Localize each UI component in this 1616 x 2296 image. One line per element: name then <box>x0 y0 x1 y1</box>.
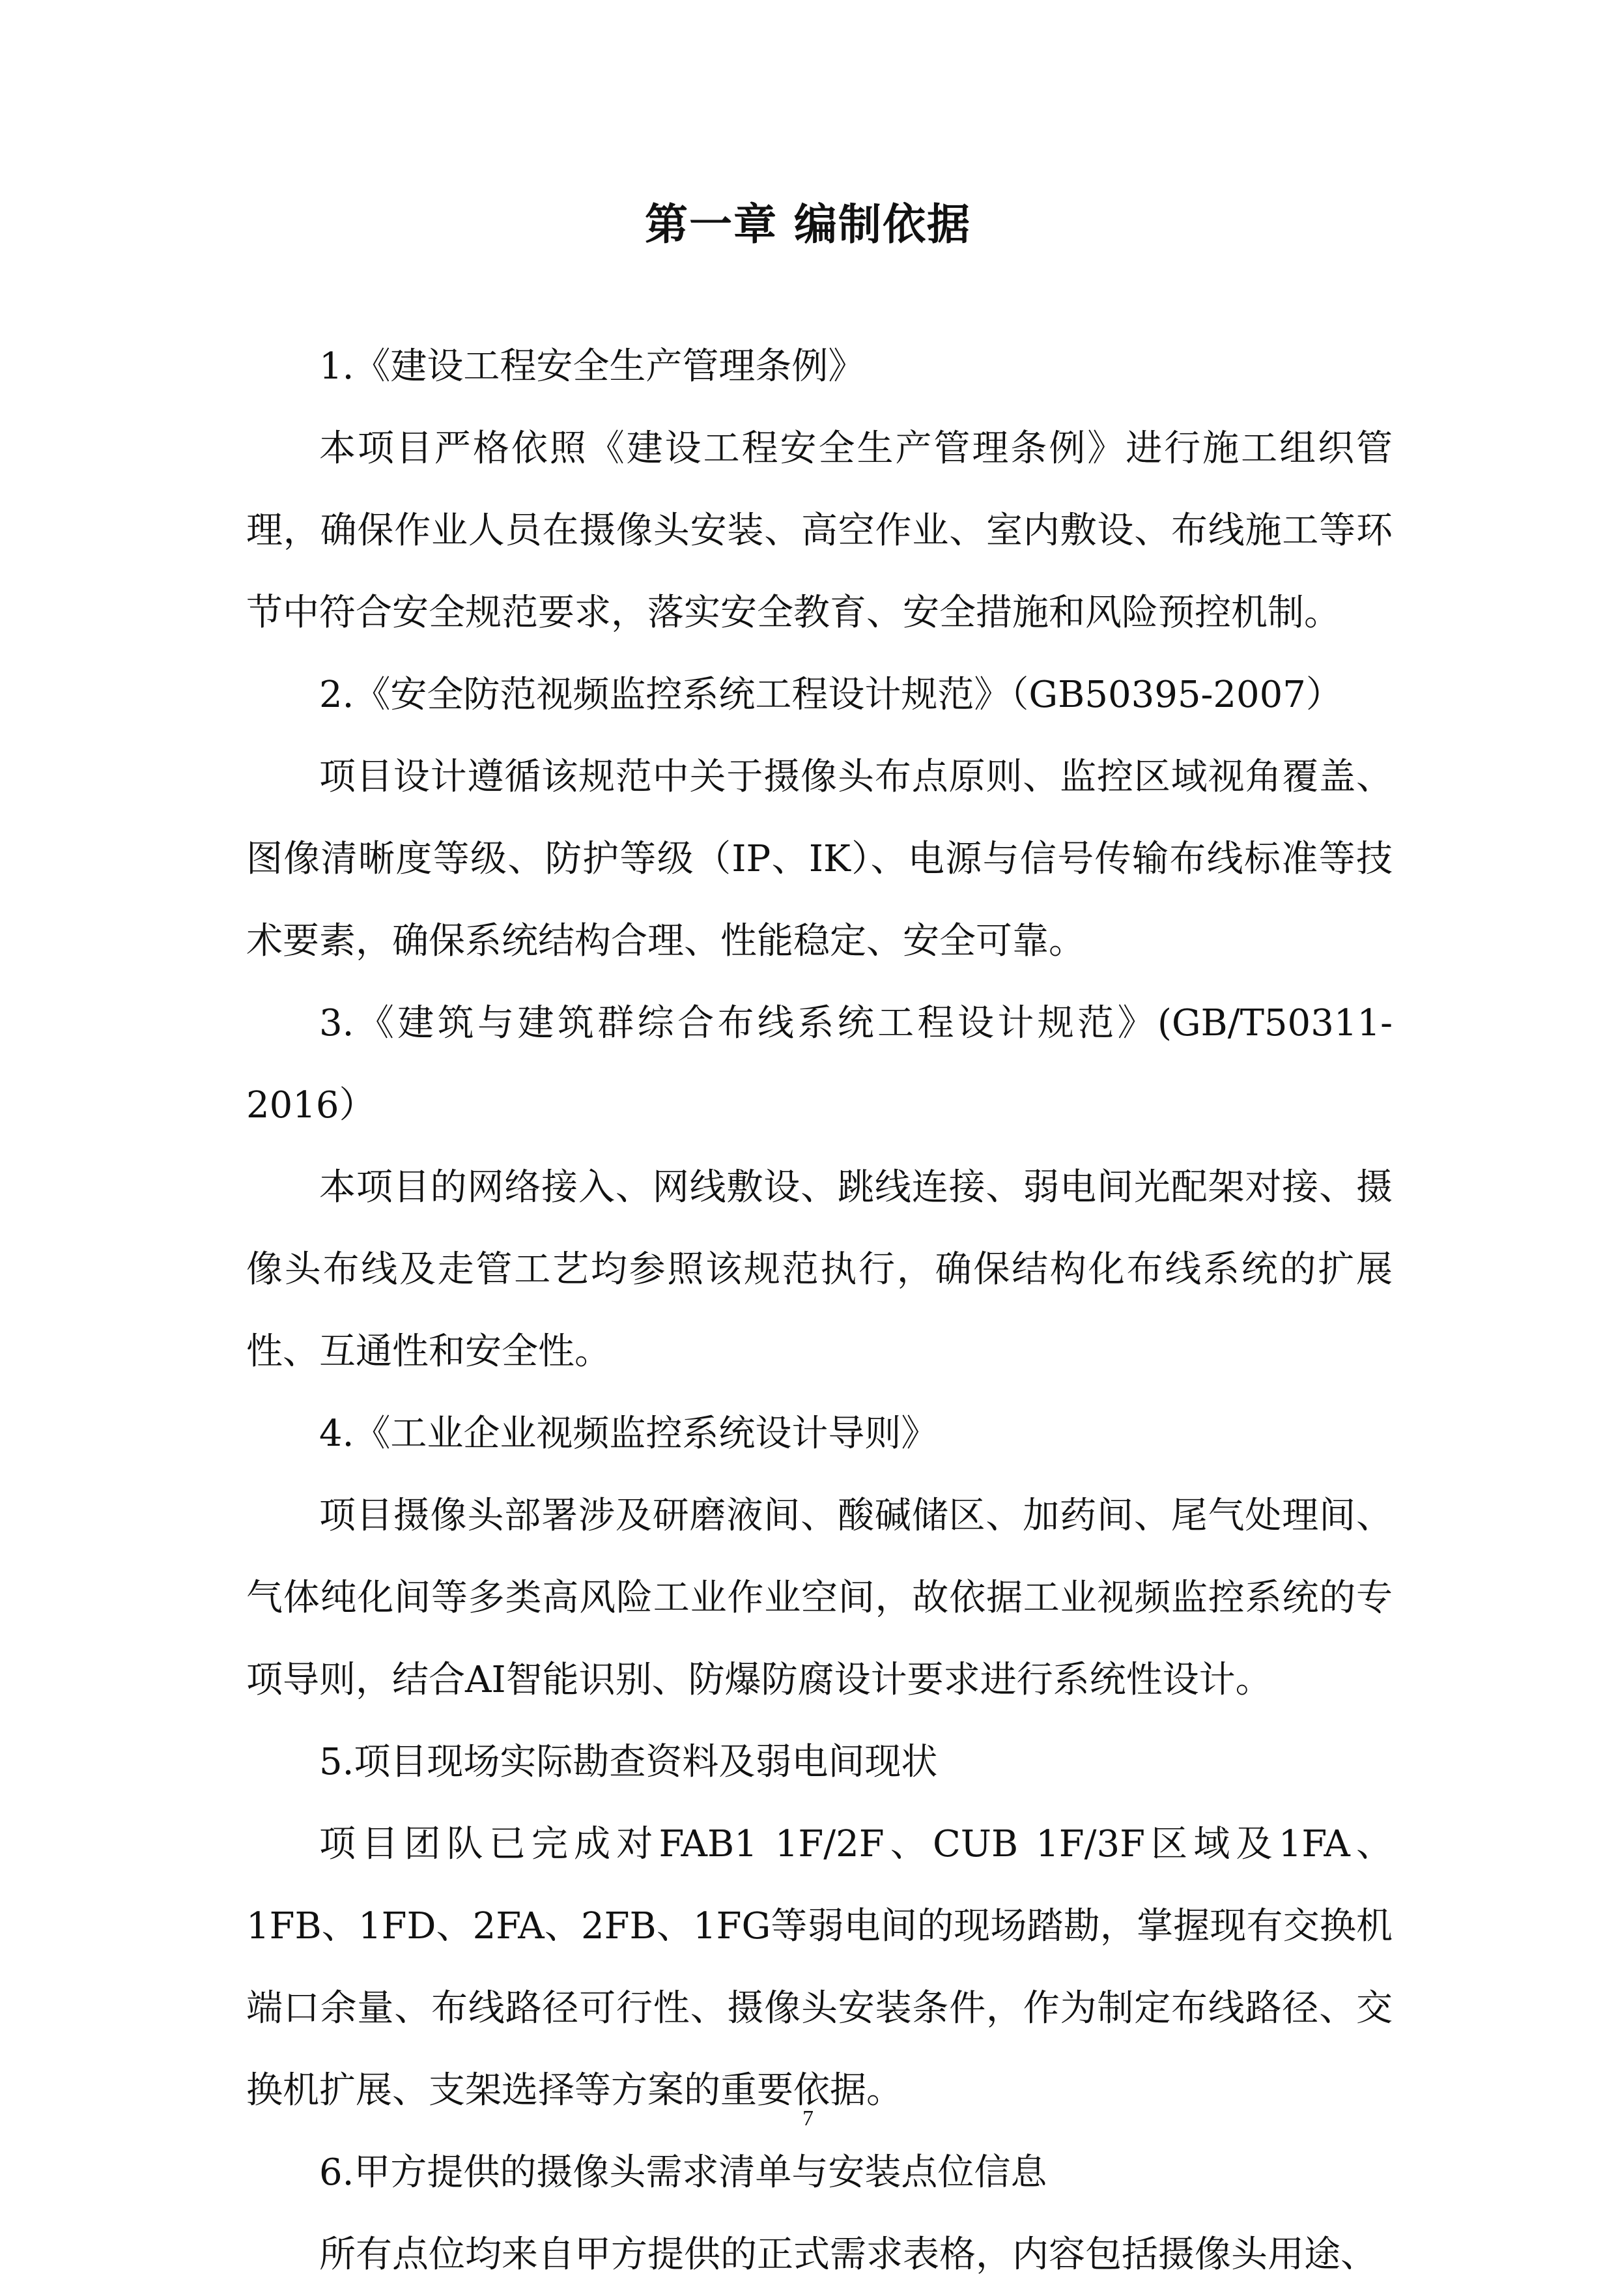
item-paragraph-2: 项目设计遵循该规范中关于摄像头布点原则、监控区域视角覆盖、图像清晰度等级、防护等级（IP、IK）、电源与信号传输布线标准等技术要素，确保系统结构合理、性能稳定、安全可靠。 <box>246 756 1393 962</box>
item-paragraph-3: 本项目的网络接入、网线敷设、跳线连接、弱电间光配架对接、摄像头布线及走管工艺均参照该规范执行，确保结构化布线系统的扩展性、互通性和安全性。 <box>246 1166 1393 1373</box>
item-heading-4: 4.《工业企业视频监控系统设计导则》 <box>319 1413 938 1455</box>
item-paragraph-6: 所有点位均来自甲方提供的正式需求表格，内容包括摄像头用途、 <box>319 2233 1377 2276</box>
item-heading-6: 6.甲方提供的摄像头需求清单与安装点位信息 <box>319 2151 1047 2194</box>
page-number: 7 <box>802 2106 814 2131</box>
chapter-title: 第一章 编制依据 <box>645 199 971 250</box>
chapter-body <box>246 326 1393 2296</box>
item-heading-2: 2.《安全防范视频监控系统工程设计规范》（GB50395-2007） <box>319 674 1342 716</box>
item-paragraph-4: 项目摄像头部署涉及研磨液间、酸碱储区、加药间、尾气处理间、气体纯化间等多类高风险工业作业空间，故依据工业视频监控系统的专项导则，结合AI智能识别、防爆防腐设计要求进行系统性设计。 <box>246 1495 1393 1701</box>
item-heading-5: 5.项目现场实际勘查资料及弱电间现状 <box>319 1741 938 1783</box>
item-paragraph-5: 项目团队已完成对FAB1 1F/2F、CUB 1F/3F区域及1FA、1FB、1FD、2FA、2FB、1FG等弱电间的现场踏勘，掌握现有交换机端口余量、布线路径可行性、摄像头安装条件，作为制定布线路径、交换机扩展、支架选择等方案的重要依据。 <box>246 1823 1393 2112</box>
item-heading-3: 3.《建筑与建筑群综合布线系统工程设计规范》(GB/T50311-2016） <box>246 1002 1393 1126</box>
item-paragraph-1: 本项目严格依照《建设工程安全生产管理条例》进行施工组织管理，确保作业人员在摄像头安装、高空作业、室内敷设、布线施工等环节中符合安全规范要求，落实安全教育、安全措施和风险预控机制。 <box>246 427 1393 634</box>
item-heading-1: 1.《建设工程安全生产管理条例》 <box>319 345 865 388</box>
